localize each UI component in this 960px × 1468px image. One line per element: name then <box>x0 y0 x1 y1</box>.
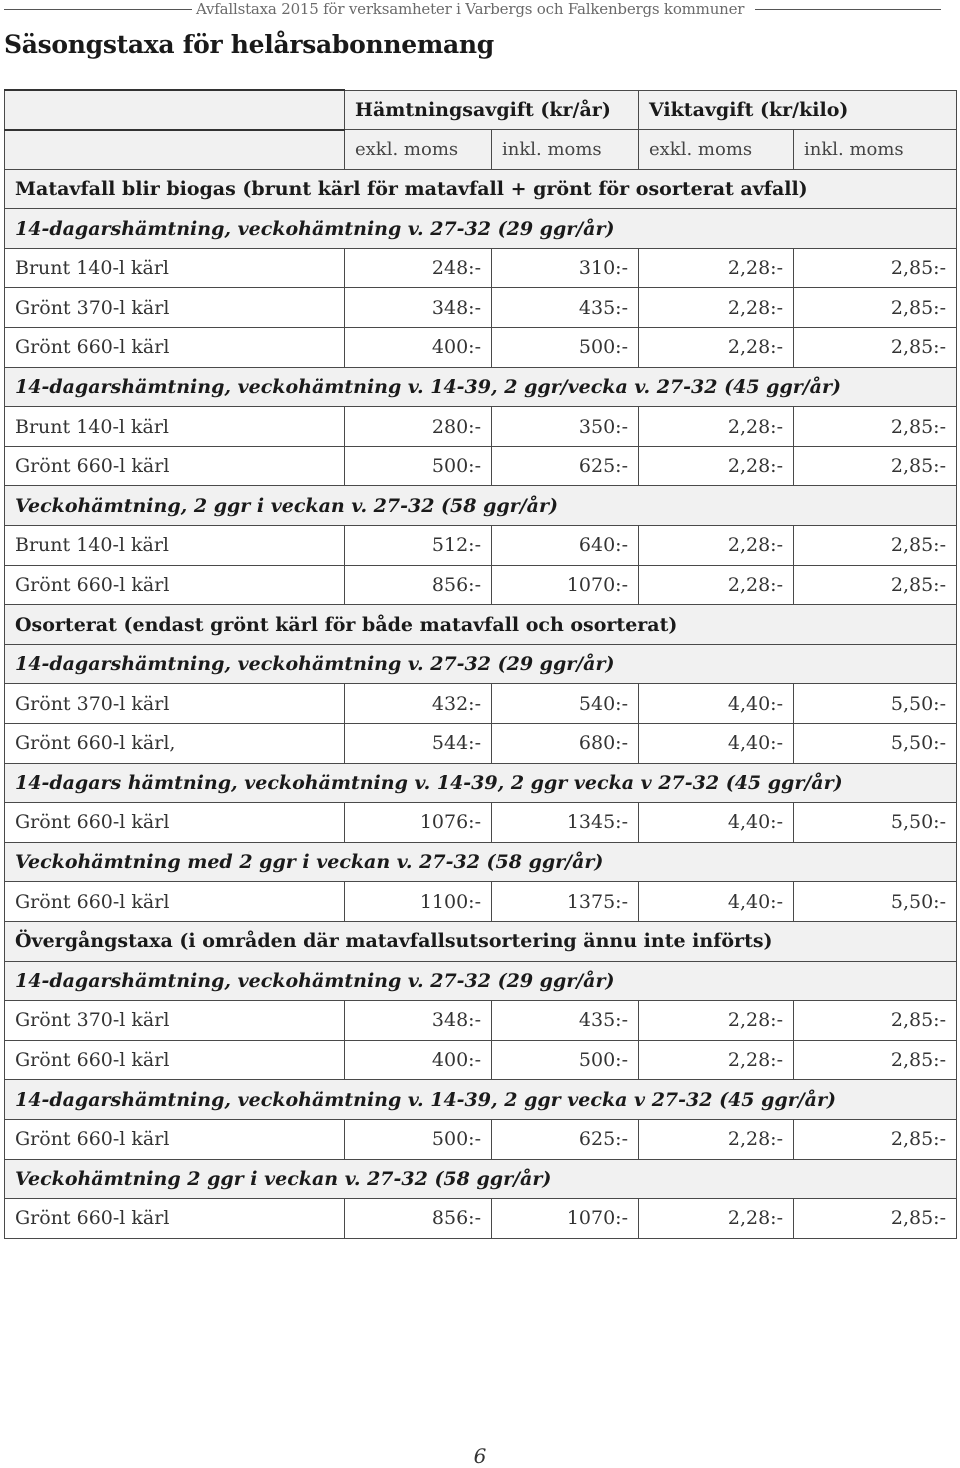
price-collection-incl-vat: 1345:- <box>492 803 639 843</box>
section-title: Matavfall blir biogas (brunt kärl för matavfall + grönt för osorterat avfall) <box>5 169 957 209</box>
price-weight-excl-vat: 2,28:- <box>639 1040 794 1080</box>
price-collection-incl-vat: 640:- <box>492 526 639 566</box>
price-weight-incl-vat: 2,85:- <box>794 407 957 447</box>
table-row <box>5 565 957 605</box>
group-header-weight-fee: Viktavgift (kr/kilo) <box>639 90 957 130</box>
page-title: Säsongstaxa för helårsabonnemang <box>4 30 494 59</box>
price-collection-incl-vat: 1070:- <box>492 1199 639 1239</box>
table-row <box>5 684 957 724</box>
price-weight-excl-vat: 2,28:- <box>639 446 794 486</box>
section-header-row <box>5 605 957 645</box>
section-header-row <box>5 921 957 961</box>
bin-label: Grönt 660-l kärl <box>5 446 345 486</box>
bin-label: Grönt 370-l kärl <box>5 684 345 724</box>
price-weight-excl-vat: 4,40:- <box>639 803 794 843</box>
subheader-collection-excl-vat: exkl. moms <box>345 130 492 170</box>
price-weight-incl-vat: 5,50:- <box>794 724 957 764</box>
running-header <box>0 0 960 20</box>
price-weight-incl-vat: 2,85:- <box>794 446 957 486</box>
header-rule-right <box>755 9 941 10</box>
header-rule-left <box>4 9 192 10</box>
price-weight-excl-vat: 2,28:- <box>639 526 794 566</box>
bin-label: Grönt 660-l kärl <box>5 1040 345 1080</box>
price-weight-excl-vat: 2,28:- <box>639 565 794 605</box>
tariff-table-body <box>5 90 957 1238</box>
price-collection-incl-vat: 350:- <box>492 407 639 447</box>
price-weight-excl-vat: 2,28:- <box>639 1199 794 1239</box>
price-collection-incl-vat: 500:- <box>492 328 639 368</box>
subsection-title: Veckohämtning, 2 ggr i veckan v. 27-32 (58 ggr/år) <box>5 486 957 526</box>
subsection-header-row <box>5 209 957 249</box>
header-blank-cell <box>5 90 345 130</box>
subsection-header-row <box>5 763 957 803</box>
table-row <box>5 446 957 486</box>
subsection-header-row <box>5 486 957 526</box>
table-row <box>5 724 957 764</box>
price-weight-excl-vat: 2,28:- <box>639 1119 794 1159</box>
price-weight-incl-vat: 2,85:- <box>794 1119 957 1159</box>
table-row <box>5 803 957 843</box>
bin-label: Brunt 140-l kärl <box>5 248 345 288</box>
bin-label: Grönt 660-l kärl <box>5 1119 345 1159</box>
price-collection-excl-vat: 1100:- <box>345 882 492 922</box>
table-row <box>5 882 957 922</box>
price-weight-excl-vat: 4,40:- <box>639 882 794 922</box>
subsection-title: 14-dagars hämtning, veckohämtning v. 14-39, 2 ggr vecka v 27-32 (45 ggr/år) <box>5 763 957 803</box>
tariff-table <box>4 89 957 1239</box>
price-collection-excl-vat: 500:- <box>345 1119 492 1159</box>
running-header-text: Avfallstaxa 2015 för verksamheter i Varbergs och Falkenbergs kommuner <box>196 0 745 18</box>
subsection-title: 14-dagarshämtning, veckohämtning v. 14-39, 2 ggr vecka v 27-32 (45 ggr/år) <box>5 1080 957 1120</box>
subsection-header-row <box>5 1080 957 1120</box>
table-row <box>5 526 957 566</box>
section-header-row <box>5 169 957 209</box>
table-row <box>5 288 957 328</box>
price-collection-excl-vat: 512:- <box>345 526 492 566</box>
price-weight-incl-vat: 2,85:- <box>794 565 957 605</box>
price-collection-excl-vat: 544:- <box>345 724 492 764</box>
bin-label: Grönt 660-l kärl <box>5 803 345 843</box>
price-collection-excl-vat: 348:- <box>345 288 492 328</box>
table-subheader-row <box>5 130 957 170</box>
section-title: Övergångstaxa (i områden där matavfallsutsortering ännu inte införts) <box>5 921 957 961</box>
subsection-header-row <box>5 842 957 882</box>
price-collection-incl-vat: 500:- <box>492 1040 639 1080</box>
subsection-title: Veckohämtning med 2 ggr i veckan v. 27-32 (58 ggr/år) <box>5 842 957 882</box>
price-collection-excl-vat: 856:- <box>345 565 492 605</box>
price-weight-excl-vat: 4,40:- <box>639 684 794 724</box>
table-row <box>5 1119 957 1159</box>
price-weight-excl-vat: 2,28:- <box>639 328 794 368</box>
price-collection-excl-vat: 400:- <box>345 328 492 368</box>
bin-label: Brunt 140-l kärl <box>5 526 345 566</box>
subheader-blank-cell <box>5 130 345 170</box>
table-row <box>5 407 957 447</box>
price-collection-incl-vat: 435:- <box>492 288 639 328</box>
subheader-collection-incl-vat: inkl. moms <box>492 130 639 170</box>
price-collection-incl-vat: 1375:- <box>492 882 639 922</box>
price-collection-excl-vat: 500:- <box>345 446 492 486</box>
price-collection-incl-vat: 540:- <box>492 684 639 724</box>
subsection-title: 14-dagarshämtning, veckohämtning v. 14-39, 2 ggr/vecka v. 27-32 (45 ggr/år) <box>5 367 957 407</box>
table-row <box>5 1001 957 1041</box>
price-weight-excl-vat: 4,40:- <box>639 724 794 764</box>
price-collection-excl-vat: 432:- <box>345 684 492 724</box>
price-weight-incl-vat: 2,85:- <box>794 288 957 328</box>
price-weight-excl-vat: 2,28:- <box>639 1001 794 1041</box>
price-collection-excl-vat: 1076:- <box>345 803 492 843</box>
bin-label: Grönt 660-l kärl <box>5 565 345 605</box>
table-row <box>5 1040 957 1080</box>
subsection-header-row <box>5 961 957 1001</box>
group-header-collection-fee: Hämtningsavgift (kr/år) <box>345 90 639 130</box>
price-collection-excl-vat: 348:- <box>345 1001 492 1041</box>
subheader-weight-excl-vat: exkl. moms <box>639 130 794 170</box>
price-weight-incl-vat: 5,50:- <box>794 684 957 724</box>
bin-label: Grönt 660-l kärl <box>5 328 345 368</box>
price-weight-incl-vat: 2,85:- <box>794 526 957 566</box>
table-row <box>5 1199 957 1239</box>
section-title: Osorterat (endast grönt kärl för både matavfall och osorterat) <box>5 605 957 645</box>
price-collection-excl-vat: 280:- <box>345 407 492 447</box>
price-collection-incl-vat: 625:- <box>492 1119 639 1159</box>
subsection-header-row <box>5 1159 957 1199</box>
bin-label: Grönt 660-l kärl <box>5 882 345 922</box>
price-collection-incl-vat: 310:- <box>492 248 639 288</box>
price-collection-excl-vat: 248:- <box>345 248 492 288</box>
bin-label: Brunt 140-l kärl <box>5 407 345 447</box>
bin-label: Grönt 370-l kärl <box>5 288 345 328</box>
subsection-title: 14-dagarshämtning, veckohämtning v. 27-32 (29 ggr/år) <box>5 961 957 1001</box>
price-collection-incl-vat: 435:- <box>492 1001 639 1041</box>
subsection-header-row <box>5 367 957 407</box>
price-collection-incl-vat: 625:- <box>492 446 639 486</box>
price-weight-incl-vat: 2,85:- <box>794 248 957 288</box>
table-row <box>5 328 957 368</box>
table-row <box>5 248 957 288</box>
bin-label: Grönt 660-l kärl <box>5 1199 345 1239</box>
price-weight-incl-vat: 5,50:- <box>794 882 957 922</box>
table-group-header-row <box>5 90 957 130</box>
bin-label: Grönt 660-l kärl, <box>5 724 345 764</box>
subsection-title: 14-dagarshämtning, veckohämtning v. 27-32 (29 ggr/år) <box>5 644 957 684</box>
subheader-weight-incl-vat: inkl. moms <box>794 130 957 170</box>
subsection-header-row <box>5 644 957 684</box>
price-weight-incl-vat: 2,85:- <box>794 1199 957 1239</box>
price-collection-excl-vat: 856:- <box>345 1199 492 1239</box>
price-collection-incl-vat: 680:- <box>492 724 639 764</box>
price-collection-incl-vat: 1070:- <box>492 565 639 605</box>
price-collection-excl-vat: 400:- <box>345 1040 492 1080</box>
price-weight-excl-vat: 2,28:- <box>639 407 794 447</box>
price-weight-incl-vat: 2,85:- <box>794 328 957 368</box>
price-weight-incl-vat: 2,85:- <box>794 1040 957 1080</box>
bin-label: Grönt 370-l kärl <box>5 1001 345 1041</box>
price-weight-incl-vat: 2,85:- <box>794 1001 957 1041</box>
price-weight-incl-vat: 5,50:- <box>794 803 957 843</box>
price-weight-excl-vat: 2,28:- <box>639 248 794 288</box>
price-weight-excl-vat: 2,28:- <box>639 288 794 328</box>
page-number: 6 <box>473 1444 487 1468</box>
subsection-title: Veckohämtning 2 ggr i veckan v. 27-32 (58 ggr/år) <box>5 1159 957 1199</box>
subsection-title: 14-dagarshämtning, veckohämtning v. 27-32 (29 ggr/år) <box>5 209 957 249</box>
